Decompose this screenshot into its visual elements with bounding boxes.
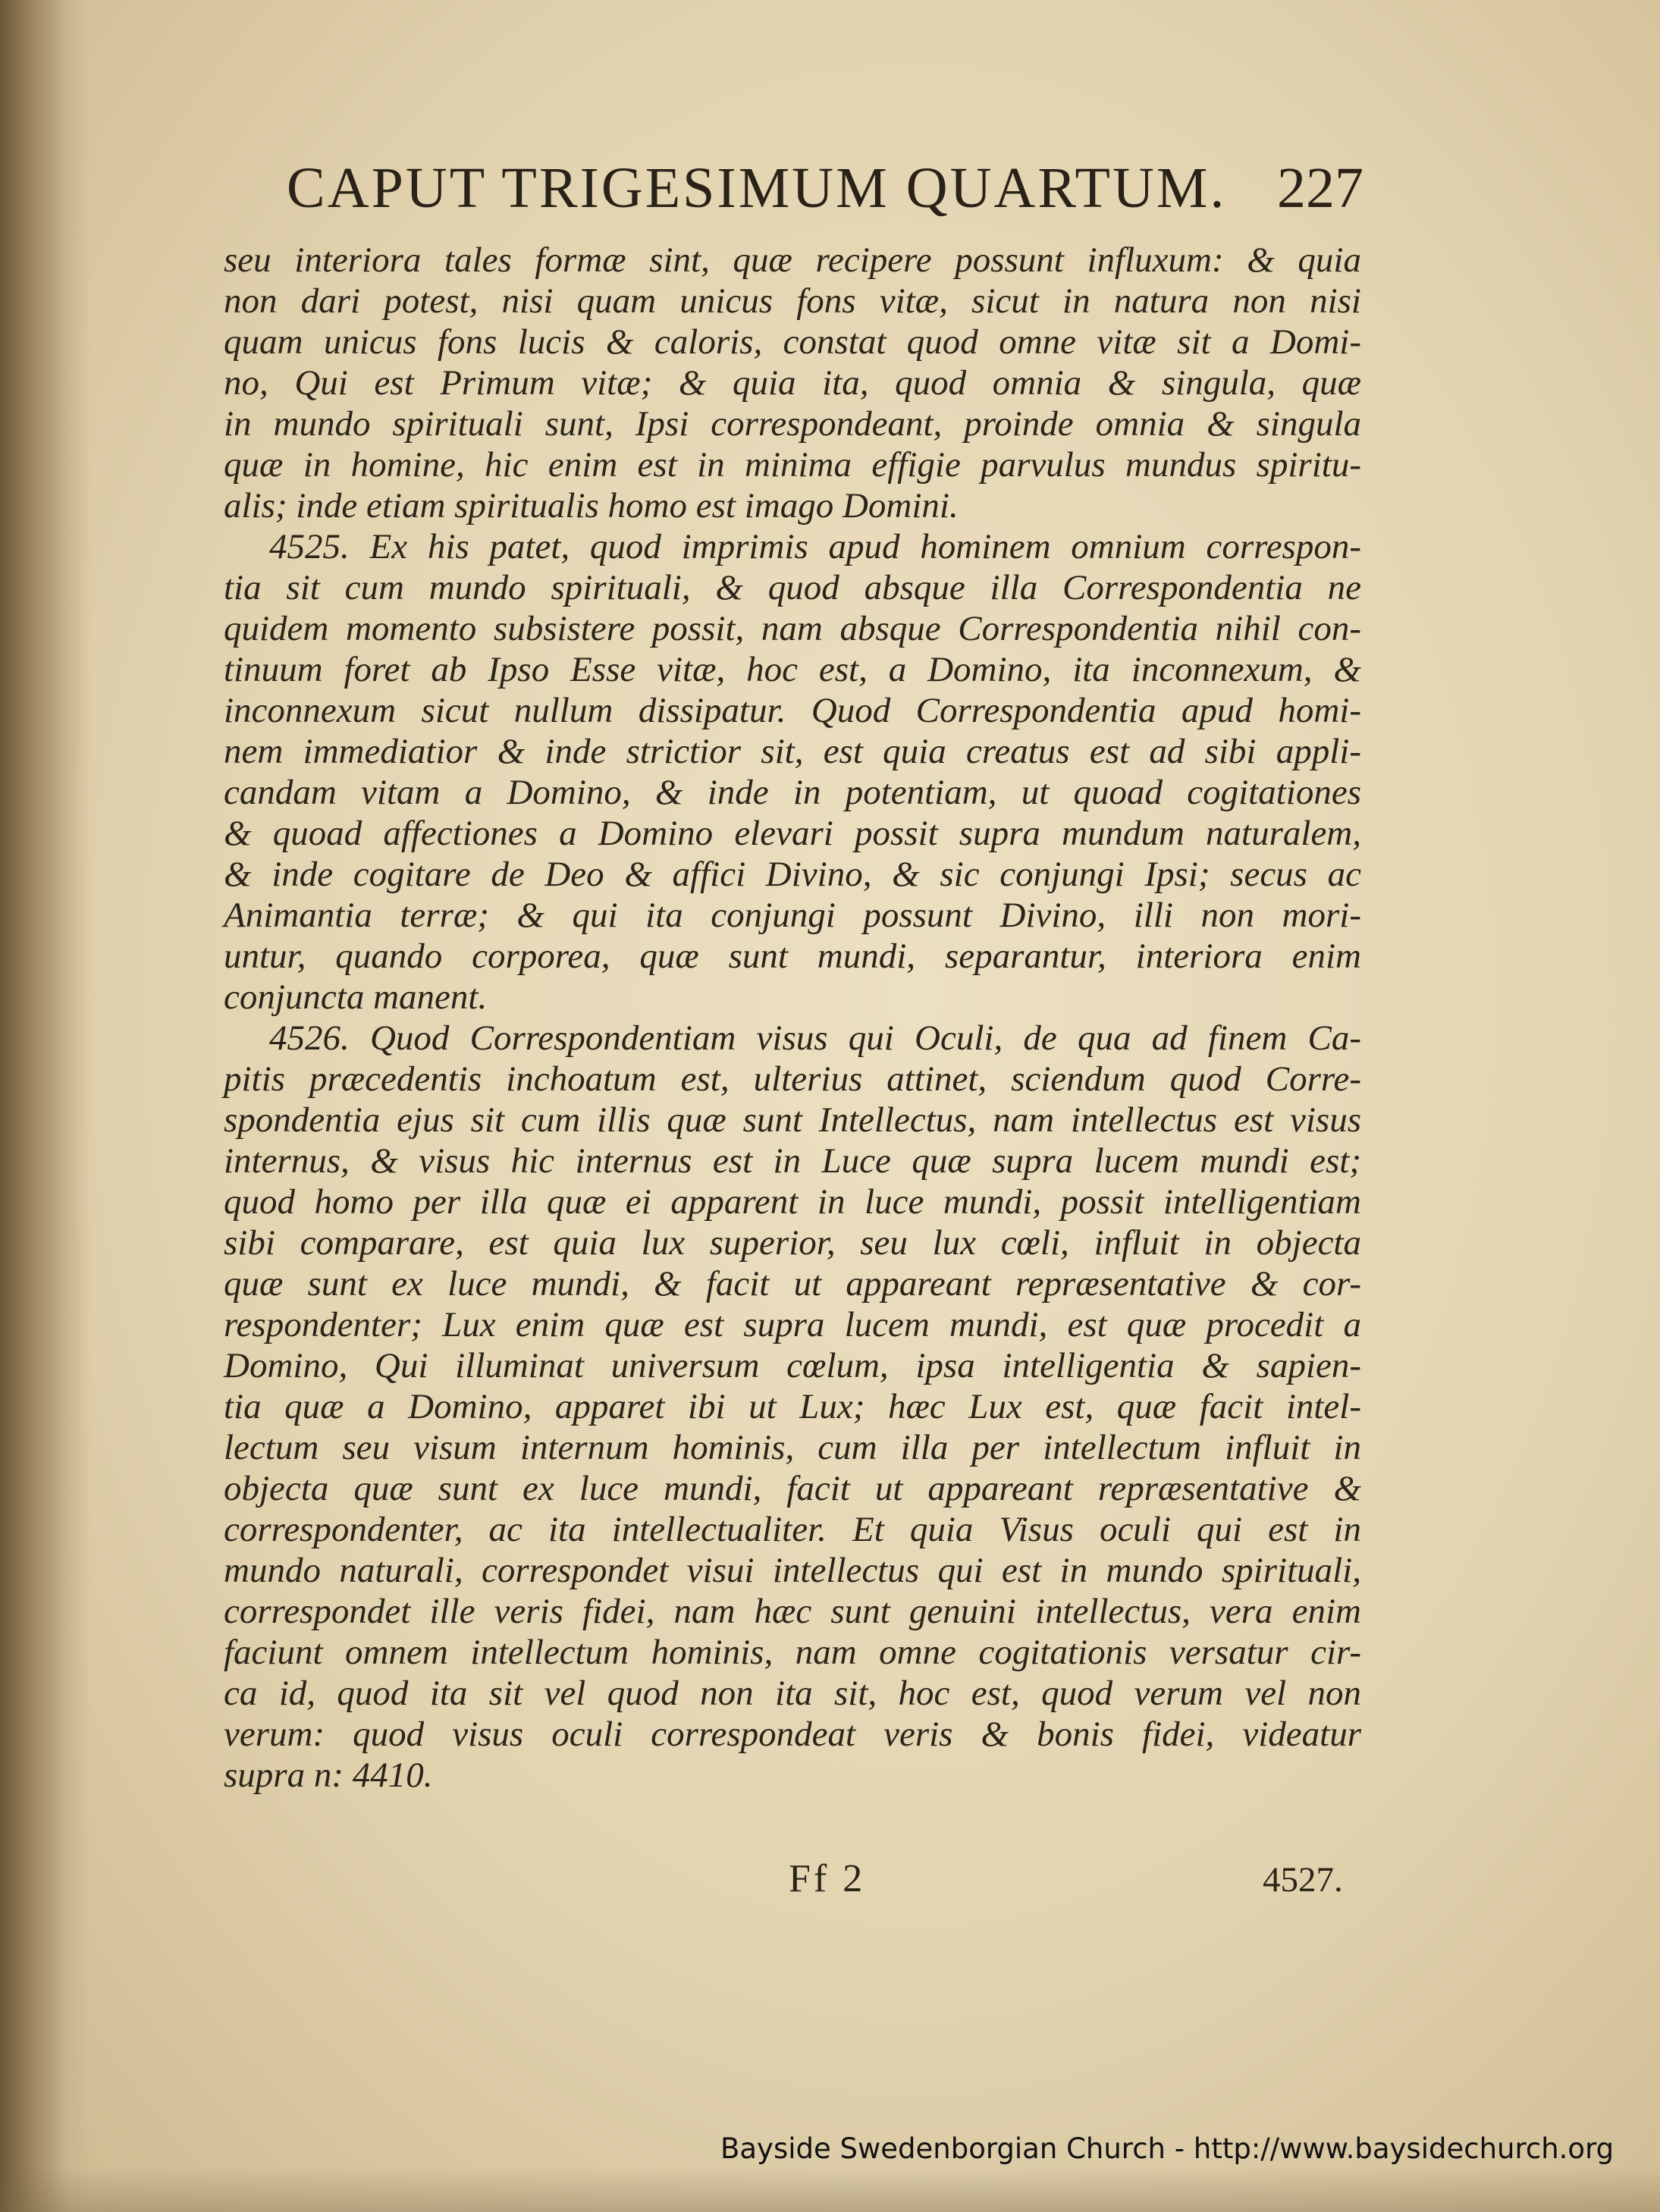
paragraph-start-4526: 4526. Quod Correspondentiam visus qui Oculi, de qua ad finem Ca- <box>269 1018 1361 1058</box>
text-line: inconnexum sicut nullum dissipatur. Quod Correspondentia apud homi- <box>224 691 1361 730</box>
text-line: respondenter; Lux enim quæ est supra lucem mundi, est quæ procedit a <box>224 1305 1361 1344</box>
text-line: Animantia terræ; & qui ita conjungi possunt Divino, illi non mori- <box>224 896 1361 935</box>
watermark-credit: Bayside Swedenborgian Church - http://www.baysidechurch.org <box>720 2132 1614 2165</box>
text-line: faciunt omnem intellectum hominis, nam omne cogitationis versatur cir- <box>224 1633 1361 1672</box>
text-line: ca id, quod ita sit vel quod non ita sit, hoc est, quod verum vel non <box>224 1674 1361 1713</box>
paragraph-start-4525: 4525. Ex his patet, quod imprimis apud hominem omnium correspon- <box>269 527 1361 566</box>
text-line: tia sit cum mundo spirituali, & quod absque illa Correspondentia ne <box>224 568 1361 607</box>
text-line: spondentia ejus sit cum illis quæ sunt Intellectus, nam intellectus est visus <box>224 1100 1361 1140</box>
body-text <box>224 240 1361 1796</box>
text-line: & quoad affectiones a Domino elevari possit supra mundum naturalem, <box>224 814 1361 853</box>
text-line: candam vitam a Domino, & inde in potentiam, ut quoad cogitationes <box>224 773 1361 812</box>
text-line: seu interiora tales formæ sint, quæ recipere possunt influxum: & quia <box>224 240 1361 280</box>
text-line: pitis præcedentis inchoatum est, ulterius attinet, sciendum quod Corre- <box>224 1059 1361 1099</box>
text-line: sibi comparare, est quia lux superior, seu lux cœli, influit in objecta <box>224 1223 1361 1263</box>
text-line: no, Qui est Primum vitæ; & quia ita, quod omnia & singula, quæ <box>224 363 1361 403</box>
text-line: quæ in homine, hic enim est in minima effigie parvulus mundus spiritu- <box>224 445 1361 485</box>
text-line: objecta quæ sunt ex luce mundi, facit ut appareant repræsentative & <box>224 1469 1361 1508</box>
text-line: in mundo spirituali sunt, Ipsi correspondeant, proinde omnia & singula <box>224 404 1361 444</box>
text-line: quæ sunt ex luce mundi, & facit ut appareant repræsentative & cor- <box>224 1264 1361 1304</box>
text-line: correspondenter, ac ita intellectualiter. Et quia Visus oculi qui est in <box>224 1510 1361 1549</box>
text-line: quod homo per illa quæ ei apparent in luce mundi, possit intelligentiam <box>224 1182 1361 1222</box>
text-line: verum: quod visus oculi correspondeat veris & bonis fidei, videatur <box>224 1715 1361 1754</box>
text-line: tia quæ a Domino, apparet ibi ut Lux; hæc Lux est, quæ facit intel- <box>224 1387 1361 1426</box>
running-head: CAPUT TRIGESIMUM QUARTUM. <box>287 156 1227 220</box>
text-line: quam unicus fons lucis & caloris, constat quod omne vitæ sit a Domi- <box>224 322 1361 362</box>
book-gutter <box>0 0 91 2212</box>
text-line: tinuum foret ab Ipso Esse vitæ, hoc est, a Domino, ita inconnexum, & <box>224 650 1361 689</box>
text-line: conjuncta manent. <box>224 977 488 1017</box>
text-line: untur, quando corporea, quæ sunt mundi, separantur, interiora enim <box>224 937 1361 976</box>
text-line: supra n: 4410. <box>224 1755 433 1795</box>
text-line: nem immediatior & inde strictior sit, est quia creatus est ad sibi appli- <box>224 732 1361 771</box>
catchword: 4527. <box>1263 1860 1343 1900</box>
page-bottom-shadow <box>0 2167 1660 2212</box>
page-header <box>287 155 1363 239</box>
text-line: alis; inde etiam spiritualis homo est imago Domini. <box>224 486 959 526</box>
page-number: 227 <box>1277 156 1363 220</box>
text-line: non dari potest, nisi quam unicus fons vitæ, sicut in natura non nisi <box>224 281 1361 321</box>
signature-mark: Ff 2 <box>789 1857 866 1900</box>
text-line: mundo naturali, correspondet visui intellectus qui est in mundo spirituali, <box>224 1551 1361 1590</box>
text-line: correspondet ille veris fidei, nam hæc sunt genuini intellectus, vera enim <box>224 1592 1361 1631</box>
text-line: lectum seu visum internum hominis, cum illa per intellectum influit in <box>224 1428 1361 1467</box>
text-line: & inde cogitare de Deo & affici Divino, & sic conjungi Ipsi; secus ac <box>224 855 1361 894</box>
text-line: quidem momento subsistere possit, nam absque Correspondentia nihil con- <box>224 609 1361 648</box>
text-line: Domino, Qui illuminat universum cœlum, ipsa intelligentia & sapien- <box>224 1346 1361 1385</box>
text-line: internus, & visus hic internus est in Luce quæ supra lucem mundi est; <box>224 1141 1361 1181</box>
